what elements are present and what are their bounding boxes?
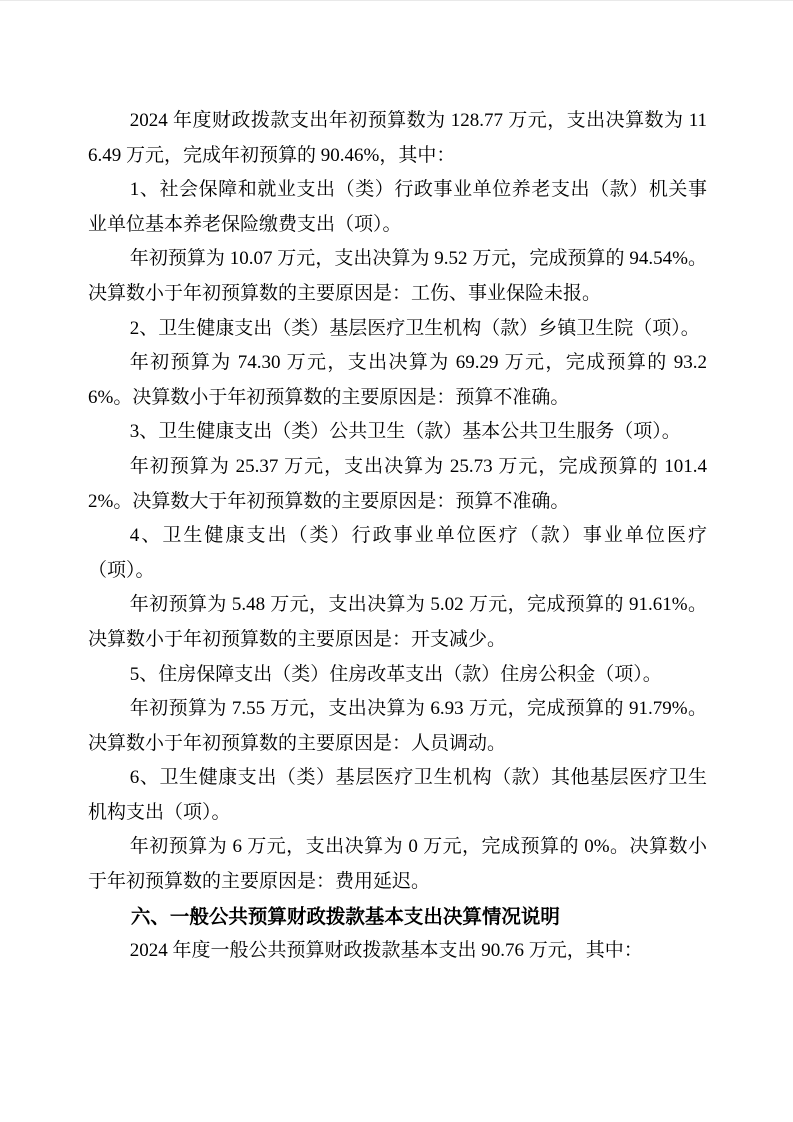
paragraph-item-1-detail: 年初预算为 10.07 万元，支出决算为 9.52 万元，完成预算的 94.54%。决算数小于年初预算数的主要原因是：工伤、事业保险未报。 — [88, 248, 707, 304]
paragraph-item-5-detail: 年初预算为 7.55 万元，支出决算为 6.93 万元，完成预算的 91.79%。决算数小于年初预算数的主要原因是：人员调动。 — [88, 698, 707, 754]
paragraph-item-2-detail: 年初预算为 74.30 万元，支出决算为 69.29 万元，完成预算的 93.26%。决算数小于年初预算数的主要原因是：预算不准确。 — [88, 352, 707, 408]
paragraph-section-6-intro: 2024 年度一般公共预算财政拨款基本支出 90.76 万元，其中： — [129, 940, 643, 962]
paragraph-item-5-title: 5、住房保障支出（类）住房改革支出（款）住房公积金（项）。 — [129, 663, 662, 685]
paragraph-item-4-title: 4、卫生健康支出（类）行政事业单位医疗（款）事业单位医疗（项）。 — [88, 525, 707, 581]
paragraph-item-1-title: 1、社会保障和就业支出（类）行政事业单位养老支出（款）机关事业单位基本养老保险缴费支出（项）。 — [88, 179, 707, 235]
paragraph-item-4-detail: 年初预算为 5.48 万元，支出决算为 5.02 万元，完成预算的 91.61%。决算数小于年初预算数的主要原因是：开支减少。 — [88, 594, 707, 650]
paragraph-item-3-title: 3、卫生健康支出（类）公共卫生（款）基本公共卫生服务（项）。 — [129, 421, 681, 443]
section-6-heading: 六、一般公共预算财政拨款基本支出决算情况说明 — [130, 905, 560, 928]
paragraph-item-2-title: 2、卫生健康支出（类）基层医疗卫生机构（款）乡镇卫生院（项）。 — [129, 317, 700, 339]
paragraph-item-6-detail: 年初预算为 6 万元，支出决算为 0 万元，完成预算的 0%。决算数小于年初预算数的主要原因是：费用延迟。 — [88, 836, 707, 893]
paragraph-item-6-title: 6、卫生健康支出（类）基层医疗卫生机构（款）其他基层医疗卫生机构支出（项）。 — [88, 767, 707, 823]
page-top-edge-line — [0, 0, 793, 1]
document-body — [88, 104, 707, 969]
paragraph-fiscal-overview: 2024 年度财政拨款支出年初预算数为 128.77 万元，支出决算数为 116.49 万元，完成年初预算的 90.46%，其中： — [88, 110, 707, 166]
paragraph-item-3-detail: 年初预算为 25.37 万元，支出决算为 25.73 万元，完成预算的 101.42%。决算数大于年初预算数的主要原因是：预算不准确。 — [88, 455, 707, 512]
